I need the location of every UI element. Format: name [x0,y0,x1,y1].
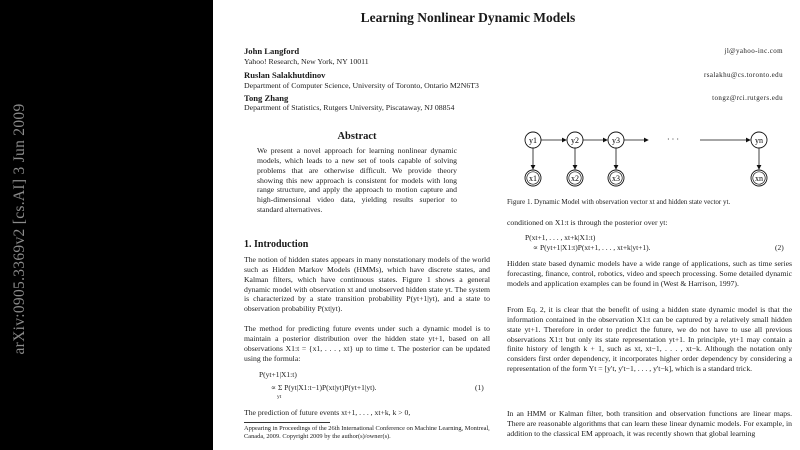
author-name: Ruslan Salakhutdinov [244,70,326,80]
equation-2-line-1: P(xt+1, . . . , xt+k|X1:t) [525,233,596,242]
observed-node-label: x2 [571,174,579,183]
hidden-node-label: yn [755,136,763,145]
hidden-node-y1 [525,132,541,148]
author-name: Tong Zhang [244,93,289,103]
equation-1-line-2: ∝ Σ P(yt|X1:t−1)P(xt|yt)P(yt+1|yt). [271,383,377,392]
figure-1-caption: Figure 1. Dynamic Model with observation vector xt and hidden state vector yt. [507,198,731,206]
hidden-node-label: y2 [571,136,579,145]
observed-node-xn [751,170,767,186]
equation-2-line-2: ∝ P(yt+1|X1:t)P(xt+1, . . . , xt+k|yt+1). [533,243,651,252]
author-affiliation: Department of Statistics, Rutgers University, Piscataway, NJ 08854 [244,103,455,112]
hidden-node-label: y3 [612,136,620,145]
author-affiliation: Department of Computer Science, University of Toronto, Ontario M2N6T3 [244,81,479,90]
footnote-rule [244,422,330,423]
section-heading: 1. Introduction [244,239,309,250]
arxiv-side-identifier: arXiv:0905.3369v2 [cs.AI] 3 Jun 2009 [11,103,28,355]
equation-1-line-1: P(yt+1|X1:t) [259,370,297,379]
chain-ellipsis: · · · [667,135,679,144]
intro-paragraph-1: The notion of hidden states appears in many nonstationary models of the world such as Hidden Markov Models (HMMs), which have discrete states, and Kalman filters, which have continuous states. Figure 1 shows a general dynamic model with observation xt and unobserved hidden state yt. The system is characterized by a state transition probability P(yt+1|yt), and a state to observation probability P(xt|yt). [244,255,490,314]
hidden-node-y3 [608,132,624,148]
author-email[interactable]: tongz@rci.rutgers.edu [712,94,783,102]
observed-node-label: x3 [612,174,620,183]
observed-node-x1 [525,170,541,186]
hidden-node-yn [751,132,767,148]
observed-node-label: xn [755,174,763,183]
abstract-body: We present a novel approach for learning nonlinear dynamic models, which leads to a new set of tools capable of solving problems that are otherwise difficult. We provide theory showing this new approach is consistent for models with long range structure, and apply the approach to motion capture and high-dimensional video data, yielding results superior to standard alternatives. [257,146,457,215]
equation-2-number: (2) [775,243,784,252]
observed-node-x3 [608,170,624,186]
hidden-node-label: y1 [529,136,537,145]
right-paragraph-2: From Eq. 2, it is clear that the benefit of using a hidden state dynamic model is that the information contained in the observation X1:t can be captured by a relatively small hidden state yt+1. Therefore in order to predict the future, we do not have to use all previous observations X1:t but only its state representation yt+1. In principle, yt+1 may contain a finite history of length k + 1, such as xt, xt−1, . . . , xt−k. Although the notation only considers first order dependency, it incorporates higher order dependency by considering a representation of the form Yt = [y't, y't−1, . . . , y't−k], which is a standard trick. [507,305,792,374]
footnote: Appearing in Proceedings of the 26th International Conference on Machine Learning, Montreal, Canada, 2009. Copyright 2009 by the author(s)/owner(s). [244,425,490,440]
intro-paragraph-3: The prediction of future events xt+1, . . . , xt+k, k > 0, [244,408,411,417]
figure-1-dynamic-model-diagram [513,122,785,196]
hidden-node-y2 [567,132,583,148]
intro-paragraph-2: The method for predicting future events under such a dynamic model is to maintain a posterior distribution over the hidden state yt+1, based on all observations X1:t = {x1, . . . , xt} up to time t. The posterior can be updated using the formula: [244,324,490,363]
equation-1-number: (1) [475,383,484,392]
paper-page [213,0,800,450]
author-email[interactable]: jl@yahoo-inc.com [724,47,783,55]
author-affiliation: Yahoo! Research, New York, NY 10011 [244,57,369,66]
right-paragraph-1: Hidden state based dynamic models have a wide range of applications, such as time series forecasting, finance, control, robotics, video and speech processing. Some detailed dynamic models and application examples can be found in (West & Harrison, 1997). [507,259,792,288]
author-email[interactable]: rsalakhu@cs.toronto.edu [703,71,783,79]
right-paragraph-3: In an HMM or Kalman filter, both transition and observation functions are linear maps. There are reasonable algorithms that can learn these linear dynamic models. For example, in addition to the classical EM approach, it was recently shown that global learning [507,409,792,438]
author-name: John Langford [244,46,300,56]
observed-node-label: x1 [529,174,537,183]
right-intro-line: conditioned on X1:t is through the posterior over yt: [507,218,668,227]
equation-1-sum-index: yt [277,394,282,400]
paper-title: Learning Nonlinear Dynamic Models [360,10,576,25]
observed-node-x2 [567,170,583,186]
abstract-heading: Abstract [337,131,377,142]
